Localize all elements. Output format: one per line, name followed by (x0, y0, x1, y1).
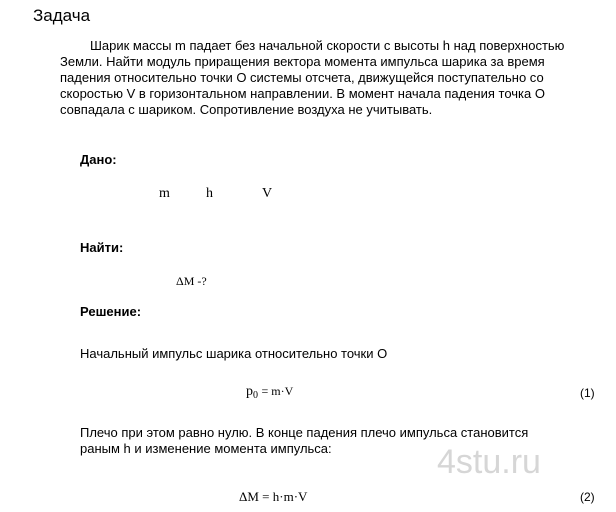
eq2-rhs: = h·m·V (262, 489, 308, 504)
problem-line: Земли. Найти модуль приращения вектора момента импульса шарика за время (60, 54, 545, 69)
equation-2-number: (2) (580, 490, 595, 504)
eq2-lhs: ΔM (239, 489, 259, 504)
solution-text-2-line: Плечо при этом равно нулю. В конце падения плечо импульса становится (80, 425, 529, 440)
problem-line: падения относительно точки О системы отсчета, движущейся поступательно со (60, 70, 544, 85)
find-expression: ΔM -? (176, 274, 207, 288)
find-heading: Найти: (80, 240, 124, 255)
equation-2 (239, 489, 307, 505)
given-var-h: h (206, 186, 213, 201)
watermark-text: 4stu.ru (437, 443, 541, 481)
eq1-rhs: = m·V (261, 384, 294, 398)
given-var-v: V (262, 186, 273, 201)
equation-1 (246, 384, 293, 401)
problem-line: совпадала с шариком. Сопротивление воздуха не учитывать. (60, 102, 433, 117)
given-var-m: m (159, 186, 170, 201)
solution-text-1: Начальный импульс шарика относительно точки О (80, 346, 388, 361)
eq1-subscript: 0 (253, 390, 258, 401)
problem-statement (60, 38, 594, 118)
solution-heading: Решение: (80, 304, 142, 319)
equation-1-number: (1) (580, 386, 595, 400)
problem-line: скоростью V в горизонтальном направлении. В момент начала падения точка О (60, 86, 545, 101)
solution-text-2-line: раным h и изменение момента импульса: (80, 441, 332, 456)
page-title: Задача (33, 6, 91, 25)
problem-line: Шарик массы m падает без начальной скорости с высоты h над поверхностью (90, 38, 565, 53)
eq1-lhs: p (246, 384, 253, 399)
given-heading: Дано: (80, 152, 117, 167)
